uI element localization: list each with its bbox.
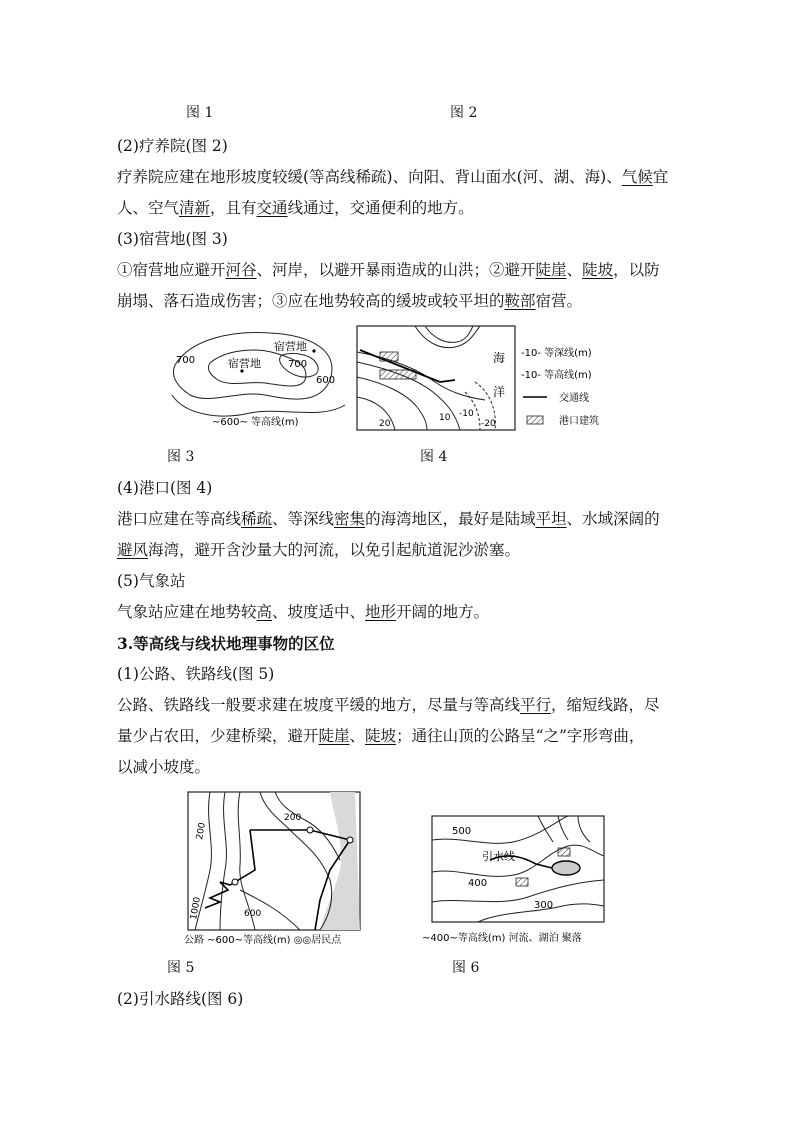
fig4-legend-contour: -10- 等高线(m): [521, 370, 592, 381]
fig4-legend-depth: -10- 等深线(m): [521, 348, 592, 359]
road-paragraph-line2: 量少占农田，少建桥梁，避开陡崖、陡坡；通往山顶的公路呈“之”字形弯曲，: [117, 727, 645, 745]
port-paragraph-line1: 港口应建在等高线稀疏、等深线密集的海湾地区，最好是陆域平坦、水域深阔的: [117, 510, 660, 528]
section-weather-heading: (5)气象站: [117, 572, 186, 590]
fig6-water-route-label: 引水线: [482, 850, 515, 863]
road-paragraph-line1: 公路、铁路线一般要求建在坡度平缓的地方，尽量与等高线平行，缩短线路，尽: [117, 696, 660, 714]
figure-4-port-map: [355, 322, 655, 434]
figure-5-caption: 图 5: [167, 960, 195, 976]
fig4-contour-20: 20: [379, 419, 391, 429]
figure-3-campsite-map: [170, 325, 350, 435]
section-campsite-heading: (3)宿营地(图 3): [117, 230, 228, 248]
fig4-sea-label-2: 洋: [493, 385, 506, 399]
fig5-contour-600: 600: [244, 909, 262, 919]
fig3-campsite-label-1: 宿营地: [228, 357, 261, 370]
fig6-legend: ~400~等高线(m) 河流、湖泊 聚落: [422, 933, 582, 944]
fig5-contour-1000: 1000: [189, 896, 203, 921]
fig5-legend: 公路 ~600~等高线(m) ◎◎居民点: [184, 935, 342, 946]
fig4-depth-minus10: -10: [459, 409, 474, 419]
fig4-legend-transport: 交通线: [559, 393, 589, 404]
fig4-legend-port: 港口建筑: [559, 416, 599, 427]
figure-6-water-route-map: [418, 812, 638, 948]
sanatorium-paragraph-line1: 疗养院应建在地形坡度较缓(等高线稀疏)、向阳、背山面水(河、湖、海)、气候宜: [117, 168, 669, 186]
fig4-sea-label-1: 海: [493, 351, 506, 365]
weather-paragraph: 气象站应建在地势较高、坡度适中、地形开阔的地方。: [117, 603, 490, 621]
campsite-paragraph-line1: ①宿营地应避开河谷、河岸，以避开暴雨造成的山洪；②避开陡崖、陡坡，以防: [117, 261, 660, 279]
campsite-paragraph-line2: 崩塌、落石造成伤害；③应在地势较高的缓坡或较平坦的鞍部宿营。: [117, 292, 583, 310]
section-sanatorium-heading: (2)疗养院(图 2): [117, 137, 228, 155]
section-water-route-heading: (2)引水路线(图 6): [117, 990, 244, 1008]
fig6-contour-400: 400: [468, 878, 488, 889]
road-paragraph-line3: 以减小坡度。: [117, 758, 211, 776]
fig3-campsite-label-2: 宿营地: [274, 340, 307, 353]
section-port-heading: (4)港口(图 4): [117, 479, 213, 497]
fig5-contour-200-left: 200: [195, 821, 208, 841]
section-road-heading: (1)公路、铁路线(图 5): [117, 665, 275, 683]
figure-1-caption: 图 1: [186, 105, 214, 121]
section-3-heading: 3.等高线与线状地理事物的区位: [117, 634, 335, 653]
fig4-contour-10: 10: [439, 413, 451, 423]
fig3-contour-700-right: 700: [288, 359, 308, 370]
fig3-contour-600: 600: [316, 375, 336, 386]
fig6-contour-300: 300: [534, 900, 554, 911]
figure-5-road-map: [180, 790, 375, 948]
fig3-contour-700-left: 700: [176, 355, 196, 366]
fig5-contour-200-top: 200: [284, 813, 302, 823]
figure-6-caption: 图 6: [452, 960, 480, 976]
figure-3-caption: 图 3: [167, 449, 195, 465]
fig4-depth-minus20: -20: [481, 419, 496, 429]
port-paragraph-line2: 避风海湾，避开含沙量大的河流，以免引起航道泥沙淤塞。: [117, 541, 521, 559]
fig6-contour-500: 500: [452, 826, 472, 837]
figure-4-caption: 图 4: [420, 449, 448, 465]
sanatorium-paragraph-line2: 人、空气清新，且有交通线通过，交通便利的地方。: [117, 199, 474, 217]
fig3-legend: ~600~ 等高线(m): [212, 417, 299, 428]
figure-2-caption: 图 2: [450, 105, 478, 121]
